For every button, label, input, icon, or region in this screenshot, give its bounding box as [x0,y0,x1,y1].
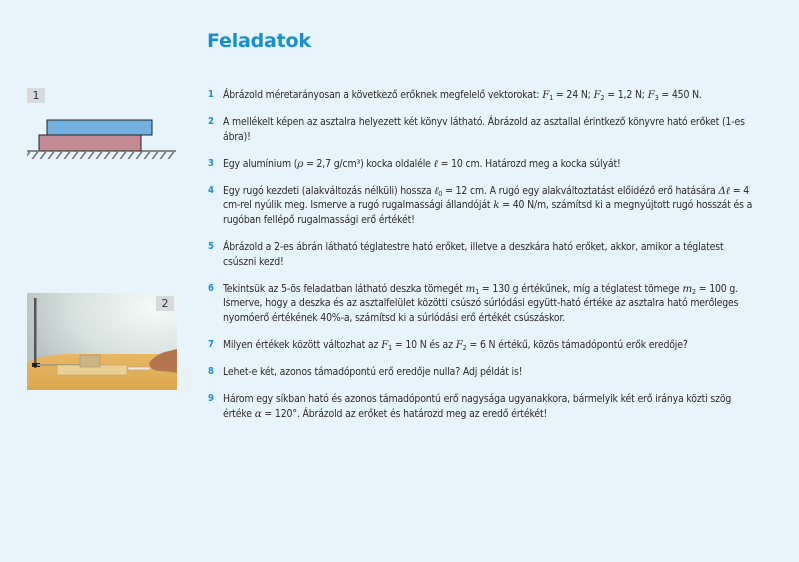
figure-1-books [27,88,179,160]
math-symbol: Δℓ [718,184,730,197]
math-symbol: ρ [297,157,304,170]
problem-number: 3 [208,157,214,169]
problem-item [208,282,753,326]
stand-rod [34,298,37,368]
math-subscript: 2 [462,344,467,353]
problem-number: 2 [208,116,214,128]
math-symbol: α [254,407,262,420]
math-symbol: F [455,339,463,352]
problem-item [208,115,753,144]
problem-item [208,88,753,103]
math-subscript: 2 [600,94,605,102]
problem-number: 4 [208,184,214,196]
math-subscript: 1 [388,344,393,353]
problem-item [208,365,753,380]
bottom-book [39,135,141,151]
math-subscript: 1 [549,94,554,102]
problem-list [208,88,753,434]
math-symbol: k [493,199,500,212]
problem-text: Egy rugó kezdeti (alakváltozás nélküli) hossza ℓ$_0$ = 12 cm. A rugó egy alakváltoztatást előidéző erő hatására Δℓ = 4 cm-rel nyúlik meg. Ismerve a rugó rugalmassági állandóját k = 40 N/m, számítsd ki a megnyújtott rugó hosszát és a rugóban fellépő rugalmassági erő értékét! [223,184,753,227]
friction-experiment-photo [27,293,177,390]
math-symbol: F [542,89,550,101]
problem-text: Ábrázold méretarányosan a következő erőknek megfelelő vektorokat: $F_1 = 24$ N; $F_2 = 1,2$ N; $F_3 = 450$ N. [223,89,702,102]
problem-text: A mellékelt képen az asztalra helyezett két könyv látható. Ábrázold az asztallal érintkező könyvre ható erőket (1-es ábra)! [223,116,745,143]
problem-number: 7 [208,339,214,351]
math-symbol: F [593,89,601,101]
problem-number: 1 [208,89,214,100]
figure-1-label: 1 [27,88,45,103]
page-title: Feladatok [207,30,311,52]
math-symbol: F [381,339,389,352]
math-subscript: 2 [692,287,696,296]
figure-2-label: 2 [156,296,174,311]
problem-item [208,184,753,228]
problem-item [208,392,753,421]
spring-scale [128,367,150,370]
problem-item [208,338,753,353]
problem-text: Lehet-e két, azonos támadópontú erő eredője nulla? Adj példát is! [223,366,523,379]
math-subscript: 3 [654,94,659,102]
math-subscript: 1 [475,287,480,296]
problem-text: Ábrázold a 2-es ábrán látható téglatestre ható erőket, illetve a deszkára ható erőket, akkor, amikor a téglatest csúszni kezd! [223,241,724,268]
problem-number: 6 [208,282,214,294]
problem-text: Tekintsük az 5-ös feladatban látható deszka tömegét $m_1 = 130$ g értékűnek, míg a téglatest tömege $m_2 = 100$ g. Ismerve, hogy a deszka és az asztalfelület közötti csúszó súrlódási együtt-ható értéke az asztalra ható merőleges nyomóerő értékének 40%-a, számítsd ki a súrlódási erő értékét csúszáskor. [223,282,739,325]
math-symbol: ℓ [433,157,438,170]
block [80,355,100,367]
math-symbol: m [682,282,693,295]
problem-text: Milyen értékek között változhat az $F_1 = 10$ N és az $F_2 = 6$ N értékű, közös támadópontú erők eredője? [223,339,688,353]
problem-text: Három egy síkban ható és azonos támadópontú erő nagysága ugyanakkora, bármelyik két erő iránya közti szög értéke α = 120°. Ábrázold az erőket és határozd meg az eredő értékét! [223,393,732,420]
problem-text: Egy alumínium (ρ = 2,7 g/cm³) kocka oldaléle ℓ = 10 cm. Határozd meg a kocka súlyát! [223,157,621,170]
math-subscript: 0 [438,189,443,198]
math-symbol: F [647,89,655,101]
problem-number: 9 [208,393,214,405]
problem-number: 8 [208,366,214,378]
problem-number: 5 [208,241,214,253]
top-book [47,120,152,135]
figure-2-photo [27,293,177,390]
problem-item [208,157,753,172]
books-diagram [27,108,179,160]
math-symbol: m [465,282,476,295]
math-symbol: ℓ [434,184,439,197]
problem-item [208,240,753,269]
